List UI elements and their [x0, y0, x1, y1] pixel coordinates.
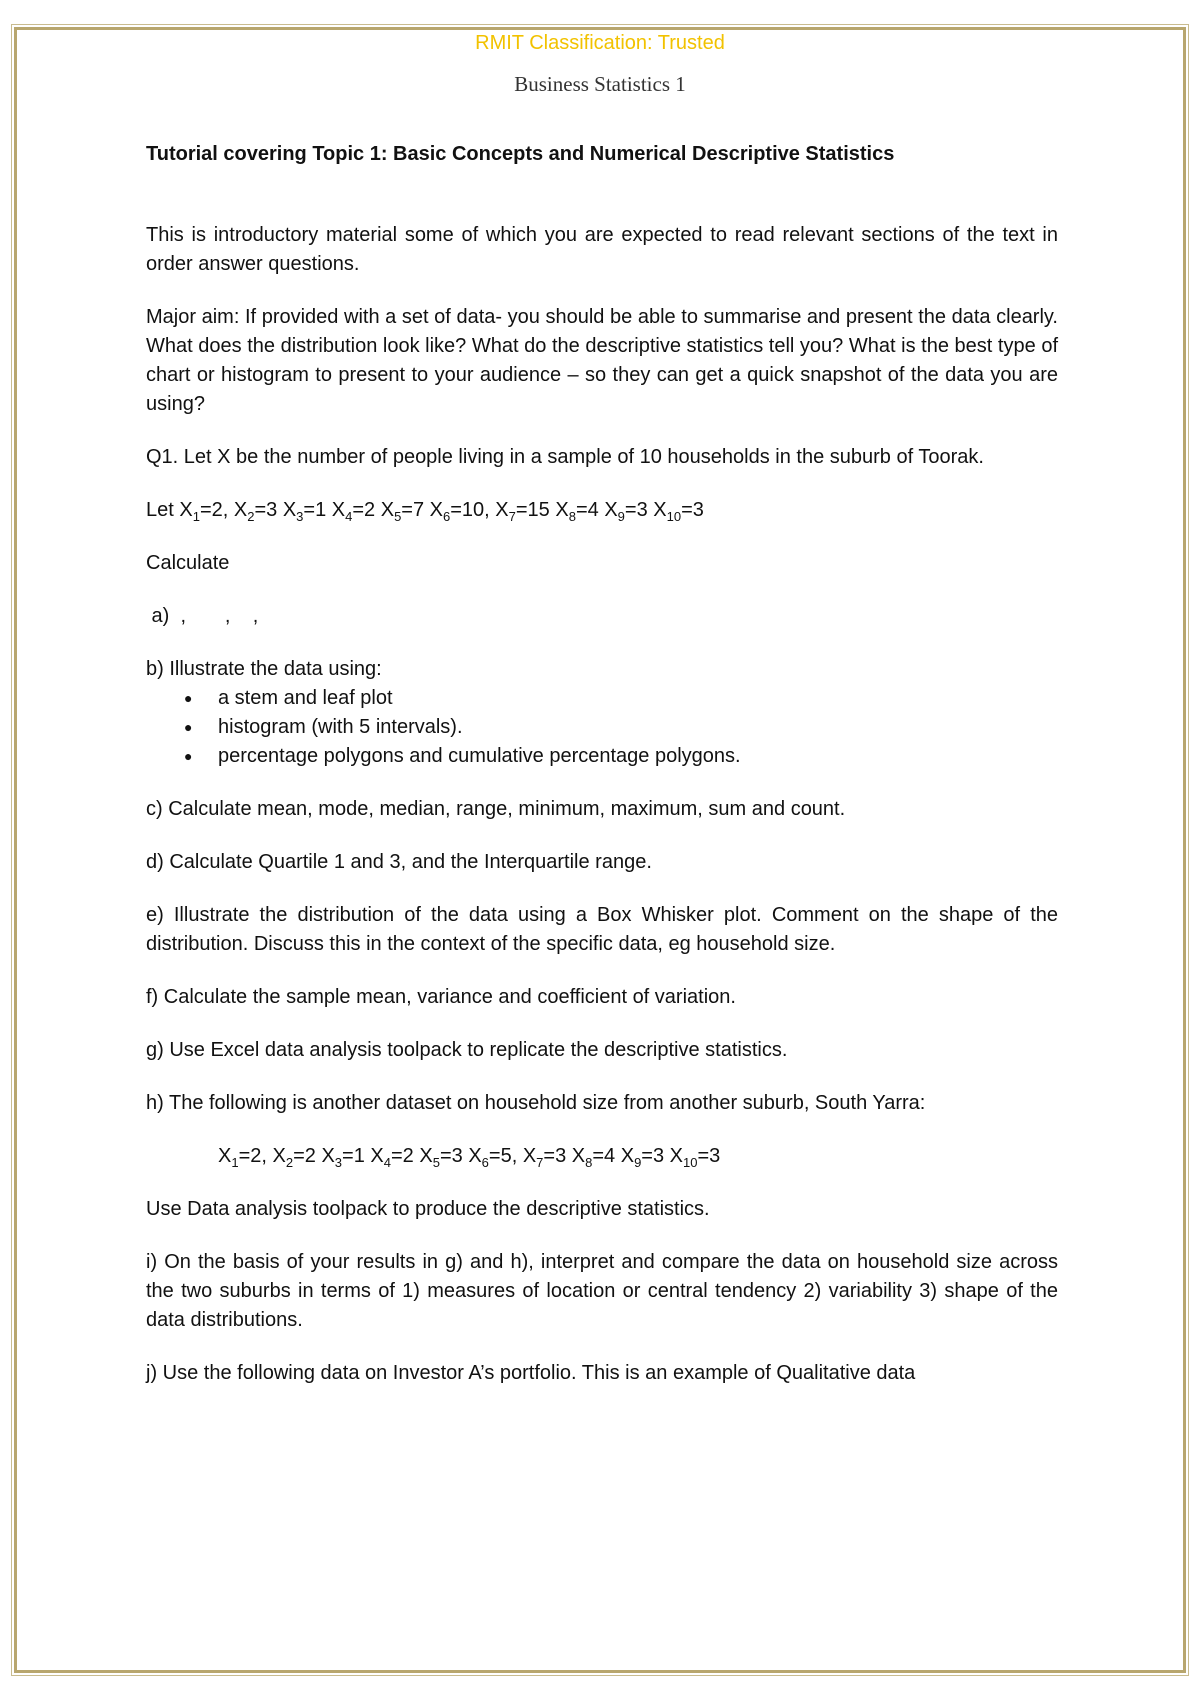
data-term: $X_9=3$: [604, 499, 648, 524]
data-term: $X_5=7$: [380, 499, 425, 524]
data-term: $X_7=3$: [522, 1145, 567, 1170]
data-term: $X_8=4$: [555, 499, 599, 524]
classification-label: RMIT Classification: Trusted: [475, 32, 725, 54]
data-term-value: =2: [390, 1145, 414, 1167]
data-term-value: =1: [342, 1145, 365, 1167]
data-term-index: 7: [508, 509, 516, 524]
part-b: b) Illustrate the data using:: [146, 658, 382, 680]
data-term-index: 9: [617, 509, 625, 524]
data-term: $X_{10}=3$: [653, 499, 704, 524]
data-term: $X_9=3$: [620, 1145, 665, 1170]
part-j: j) Use the following data on Investor A’s portfolio. This is an example of Qualitative data: [146, 1362, 916, 1384]
bullet-item: ● a stem and leaf plot: [218, 684, 1058, 713]
intro-paragraph: This is introductory material some of which you are expected to read relevant sections of the text in order answer questions.: [146, 224, 1058, 275]
data-term-index: 1: [192, 509, 200, 524]
course-title: Business Statistics 1: [514, 72, 686, 96]
part-b-bullets: [146, 684, 1058, 771]
data-term-value: =3: [439, 1145, 463, 1167]
data-term: $X_6=10$,: [429, 499, 490, 524]
data-term: $X_1=2$,: [218, 1145, 267, 1170]
data-term: $X_5=3$: [419, 1145, 463, 1170]
data-term-value: =2: [293, 1145, 316, 1167]
data-term-value: =4: [575, 499, 599, 521]
part-d: d) Calculate Quartile 1 and 3, and the Interquartile range.: [146, 851, 652, 873]
calculate-label: Calculate: [146, 552, 230, 574]
tutorial-heading: Tutorial covering Topic 1: Basic Concepts and Numerical Descriptive Statistics: [146, 143, 895, 165]
data-term: $X_4=2$: [331, 499, 376, 524]
data-term: $X_3=1$: [321, 1145, 365, 1170]
data-term: $X_7=15$: [495, 499, 550, 524]
data-term-value: =15: [515, 499, 550, 521]
data-term-value: =1: [303, 499, 327, 521]
data-term-index: 10: [683, 1155, 698, 1170]
data-term: $X_1=2$,: [179, 499, 229, 524]
data-term-index: 3: [334, 1155, 343, 1170]
data-term-index: 5: [432, 1155, 440, 1170]
part-e: e) Illustrate the distribution of the data using a Box Whisker plot. Comment on the shape of the distribution. Discuss this in the context of the specific data, eg household size.: [146, 904, 1058, 955]
part-g: g) Use Excel data analysis toolpack to replicate the descriptive statistics.: [146, 1039, 788, 1061]
data-term: $X_8=4$: [571, 1145, 616, 1170]
data-term-index: 8: [585, 1155, 593, 1170]
data-term-value: =3: [543, 1145, 567, 1167]
data-term: $X_2=2$: [272, 1145, 316, 1170]
data-term: $X_2=3$: [233, 499, 278, 524]
bullet-item: ● percentage polygons and cumulative percentage polygons.: [218, 742, 1058, 771]
data-term-value: =4: [592, 1145, 616, 1167]
data-term-index: 10: [666, 509, 682, 524]
part-f: f) Calculate the sample mean, variance and coefficient of variation.: [146, 986, 736, 1008]
part-h-instruction: Use Data analysis toolpack to produce the descriptive statistics.: [146, 1198, 710, 1220]
bullet-item: ● histogram (with 5 intervals).: [218, 713, 1058, 742]
question-1: Q1. Let X be the number of people living in a sample of 10 households in the suburb of Toorak.: [146, 446, 984, 468]
data-term-index: 6: [443, 509, 451, 524]
data-term-index: 7: [536, 1155, 544, 1170]
data-term-value: =3: [254, 499, 278, 521]
part-h: h) The following is another dataset on household size from another suburb, South Yarra:: [146, 1092, 926, 1114]
toorak-data-line: [146, 496, 1058, 525]
data-term-value: =3: [641, 1145, 665, 1167]
data-term-index: 4: [383, 1155, 391, 1170]
data-prefix: Let: [146, 499, 180, 521]
data-term-value: =7: [401, 499, 425, 521]
part-c: c) Calculate mean, mode, median, range, minimum, maximum, sum and count.: [146, 798, 846, 820]
data-term-index: 8: [568, 509, 576, 524]
data-term: $X_{10}=3$: [669, 1145, 721, 1170]
data-term-value: =2: [352, 499, 376, 521]
data-term-index: 6: [481, 1155, 489, 1170]
data-term-index: 1: [231, 1155, 239, 1170]
data-term: $X_4=2$: [370, 1145, 414, 1170]
part-a: a) , , ,: [146, 605, 259, 627]
south-yarra-data-line: [146, 1142, 1058, 1171]
data-term-index: 2: [285, 1155, 294, 1170]
data-term-index: 5: [394, 509, 402, 524]
data-term: $X_3=1$: [282, 499, 327, 524]
document-body: [146, 140, 1058, 1388]
data-term-index: 4: [345, 509, 353, 524]
data-term-value: =2,: [199, 499, 229, 521]
data-term-value: =3: [681, 499, 704, 521]
data-term-index: 3: [296, 509, 304, 524]
data-term-value: =3: [624, 499, 648, 521]
data-term-value: =5,: [488, 1145, 518, 1167]
data-term-value: =3: [697, 1145, 721, 1167]
data-term-index: 9: [634, 1155, 642, 1170]
aim-paragraph: Major aim: If provided with a set of data- you should be able to summarise and present the data clearly. What does the distribution look like? What do the descriptive statistics tell you? What is the best type of chart or histogram to present to your audience – so they can get a quick snapshot of the data you are using?: [146, 306, 1058, 415]
data-term-value: =2,: [238, 1145, 267, 1167]
part-i: i) On the basis of your results in g) and h), interpret and compare the data on household size across the two suburbs in terms of 1) measures of location or central tendency 2) variability 3) shape of the data distributions.: [146, 1251, 1058, 1331]
data-term-value: =10,: [450, 499, 490, 521]
data-term-index: 2: [247, 509, 255, 524]
data-term: $X_6=5$,: [468, 1145, 518, 1170]
